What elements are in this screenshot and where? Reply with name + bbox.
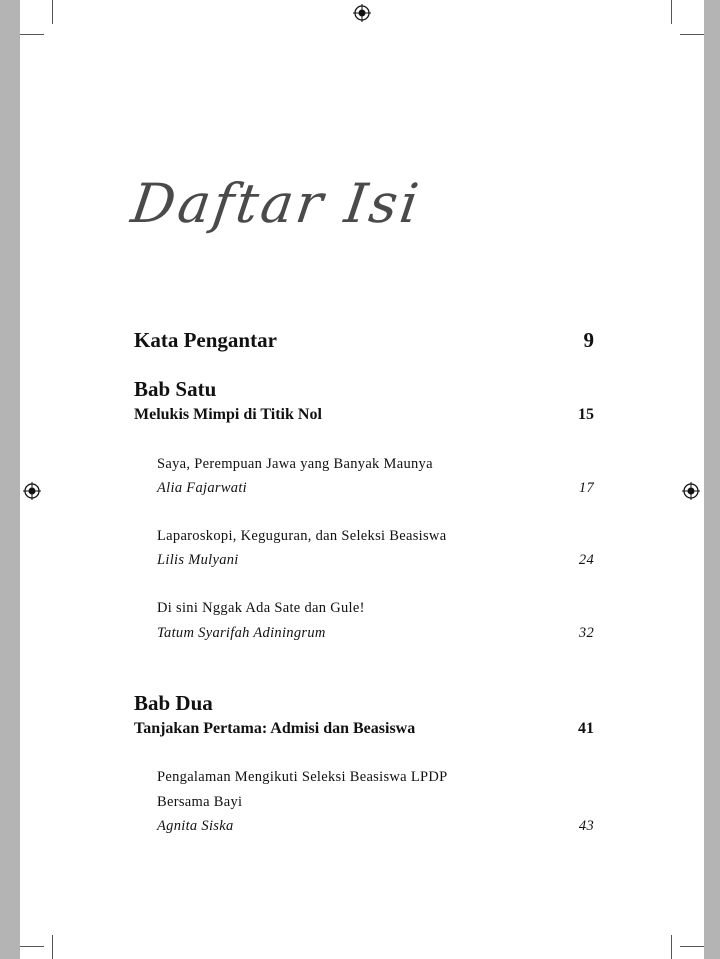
registration-mark-icon: [353, 4, 371, 22]
toc-entry-label: Kata Pengantar: [134, 328, 277, 352]
document-page: [20, 0, 704, 959]
toc-page-number: 15: [578, 406, 594, 423]
crop-mark-icon: [52, 935, 53, 959]
page-title: Daftar Isi: [127, 172, 426, 235]
section-heading-label: Bab Satu: [134, 377, 217, 401]
toc-essay-title-text: Pengalaman Mengikuti Seleksi Beasiswa LPDP: [157, 769, 448, 785]
toc-essay-title-text: Saya, Perempuan Jawa yang Banyak Maunya: [157, 456, 433, 472]
section-heading-label: Bab Dua: [134, 691, 213, 715]
crop-mark-icon: [671, 0, 672, 24]
toc-chapter-label: Tanjakan Pertama: Admisi dan Beasiswa: [134, 720, 416, 737]
toc-essay-title[interactable]: [157, 528, 594, 545]
toc-chapter-entry[interactable]: [134, 720, 594, 738]
toc-essay-author: [157, 818, 594, 835]
toc-essay-title-text: Laparoskopi, Keguguran, dan Seleksi Beasiswa: [157, 528, 447, 544]
registration-mark-icon: [682, 482, 700, 500]
toc-page-number: 43: [578, 818, 594, 834]
toc-page-number: 24: [578, 552, 594, 568]
section-heading-bab-satu: [134, 377, 594, 402]
toc-author-name: Agnita Siska: [157, 818, 234, 834]
toc-chapter-entry[interactable]: [134, 406, 594, 424]
toc-essay-title-text: Di sini Nggak Ada Sate dan Gule!: [157, 600, 365, 616]
toc-chapter-label: Melukis Mimpi di Titik Nol: [134, 406, 322, 423]
toc-essay-author: [157, 552, 594, 569]
toc-author-name: Lilis Mulyani: [157, 552, 239, 568]
toc-page-number: 17: [578, 480, 594, 496]
toc-essay-author: [157, 625, 594, 642]
crop-mark-icon: [52, 0, 53, 24]
toc-entry-kata-pengantar[interactable]: [134, 328, 594, 353]
crop-mark-icon: [20, 946, 44, 947]
crop-mark-icon: [680, 34, 704, 35]
crop-mark-icon: [680, 946, 704, 947]
toc-author-name: Tatum Syarifah Adiningrum: [157, 625, 326, 641]
toc-page-number: 9: [583, 328, 594, 352]
toc-essay-title-text: Bersama Bayi: [157, 794, 243, 810]
toc-essay-title[interactable]: [157, 456, 594, 473]
toc-essay-title[interactable]: [157, 600, 594, 617]
toc-author-name: Alia Fajarwati: [157, 480, 247, 496]
section-heading-bab-dua: [134, 691, 594, 716]
toc-essay-author: [157, 480, 594, 497]
toc-page-number: 32: [578, 625, 594, 641]
toc-essay-title-continued[interactable]: [157, 794, 594, 811]
crop-mark-icon: [20, 34, 44, 35]
toc-essay-title[interactable]: [157, 769, 594, 786]
crop-mark-icon: [671, 935, 672, 959]
toc-page-number: 41: [578, 720, 594, 737]
registration-mark-icon: [23, 482, 41, 500]
